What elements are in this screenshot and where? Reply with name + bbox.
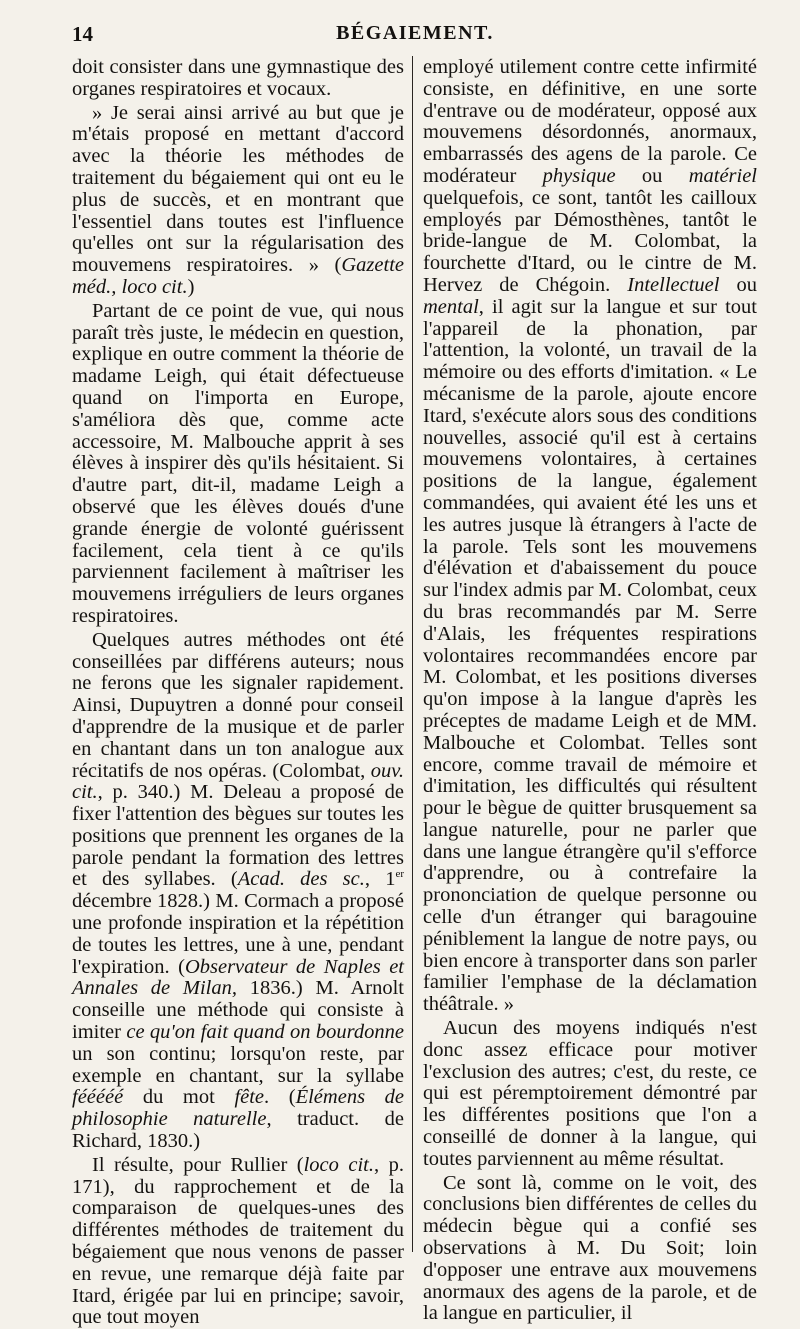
- page-header: [72, 22, 758, 50]
- paragraph: » Je serai ainsi arrivé au but que je m'étais proposé en mettant d'accord avec la théorie les méthodes de traitement du bégaiement qui ont eu le plus de succès, et en montrant que l'essentiel dans toutes est l'influence qu'elles ont sur la régularisation des mouvemens respiratoires. » (Gazette méd., loco cit.): [72, 101, 404, 298]
- column-divider: [412, 56, 413, 1252]
- paragraph: employé utilement contre cette infirmité consiste, en définitive, en une sorte d'entrave ou de modérateur, opposé aux mouvemens désordonnés, anormaux, embarrassés des agens de la parole. Ce modérateur physique ou matériel quelquefois, ce sont, tantôt les cailloux employés par Démosthènes, tantôt le bride-langue de M. Colombat, la fourchette d'Itard, ou le cintre de M. Hervez de Chégoin. Intellectuel ou mental, il agit sur la langue et sur tout l'appareil de la phonation, par l'attention, la volonté, un travail de la mémoire ou des efforts d'imitation. « Le mécanisme de la parole, ajoute encore Itard, s'exécute alors sous des conditions nouvelles, associé qu'il est à certains mouvemens volontaires, à certaines positions de la langue, également commandées, qui avaient été les uns et les autres jusque là étrangers à l'acte de la parole. Tels sont les mouvemens d'élévation et d'abaissement du pouce sur l'index admis par M. Colombat, ceux du bras recommandés par M. Serre d'Alais, les fréquentes respirations volontaires recommandées encore par M. Colombat, et les positions diverses qu'on impose à la langue d'après les préceptes de madame Leigh et de MM. Malbouche et Colombat. Telles sont encore, comme travail de mémoire et d'imitation, les difficultés qui résultent pour le bègue de quitter brusquement sa langue naturelle, pour ne parler que dans une langue étrangère qu'il s'efforce d'apprendre, ou à contrefaire la prononciation de quelque personne ou celle d'un étranger qui baragouine péniblement la langue de notre pays, ou bien encore à transporter dans son parler familier l'emphase de la déclamation théâtrale. »: [423, 56, 758, 1016]
- paragraph: Ce sont là, comme on le voit, des conclusions bien différentes de celles du médecin bègue qui a confié ses observations à M. Du Soit; loin d'opposer une entrave aux mouvemens anormaux des agens de la parole, et de la langue en particulier, il: [423, 1171, 757, 1325]
- paragraph: Partant de ce point de vue, qui nous paraît très juste, le médecin en question, explique en outre comment la théorie de madame Leigh, qui était défectueuse quand on l'importa en Europe, s'améliora dès que, comme acte accessoire, M. Malbouche apprit à ses élèves à inspirer dès qu'ils hésitaient. Si d'autre part, dit-il, madame Leigh a observé que les élèves doués d'une grande énergie de volonté guérissent facilement, cela tient à ce qu'ils parviennent facilement à maîtriser les mouvemens irréguliers de leurs organes respiratoires.: [72, 299, 404, 627]
- paragraph: doit consister dans une gymnastique des organes respiratoires et vocaux.: [72, 56, 404, 100]
- right-column: [423, 57, 757, 1325]
- paragraph: Il résulte, pour Rullier (loco cit., p. 171), du rapprochement et de la comparaison de quelques-unes des différentes méthodes de traitement du bégaiement que nous venons de passer en revue, une remarque déjà faite par Itard, érigée par lui en principe; savoir, que tout moyen: [72, 1153, 404, 1329]
- left-column: [72, 57, 404, 1329]
- paragraph: Aucun des moyens indiqués n'est donc assez efficace pour motiver l'exclusion des autres; c'est, du reste, ce qui est péremptoirement démontré par les différentes positions que l'on a conseillé de donner à la langue, qui toutes parviennent au même résultat.: [423, 1017, 757, 1170]
- running-title: BÉGAIEMENT.: [336, 22, 494, 44]
- page-number: 14: [72, 22, 93, 46]
- paragraph: Quelques autres méthodes ont été conseillées par différens auteurs; nous ne ferons que les signaler rapidement. Ainsi, Dupuytren a donné pour conseil d'apprendre de la musique et de parler en chantant dans un ton analogue aux récitatifs de nos opéras. (Colombat, ouv. cit., p. 340.) M. Deleau a proposé de fixer l'attention des bègues sur toutes les positions que prennent les organes de la parole pendant la formation des lettres et des syllabes. (Acad. des sc., 1er décembre 1828.) M. Cormach a proposé une profonde inspiration et la répétition de toutes les lettres, une à une, pendant l'expiration. (Observateur de Naples et Annales de Milan, 1836.) M. Arnolt conseille une méthode qui consiste à imiter ce qu'on fait quand on bourdonne un son continu; lorsqu'on reste, par exemple en chantant, sur la syllabe fééééé du mot fête. (Élémens de philosophie naturelle, traduct. de Richard, 1830.): [72, 628, 404, 1153]
